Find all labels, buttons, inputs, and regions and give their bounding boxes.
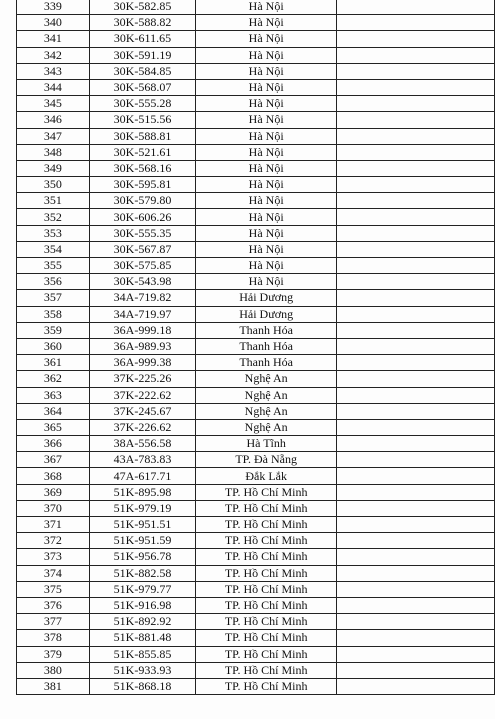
table-row (17, 160, 495, 176)
province-cell: TP. Hồ Chí Minh (196, 484, 337, 500)
plate-number-cell: 37K-226.62 (89, 419, 196, 435)
province-cell: Hà Nội (196, 225, 337, 241)
table-row (17, 15, 495, 31)
row-number-cell: 364 (17, 403, 90, 419)
plate-number-cell: 51K-881.48 (89, 630, 196, 646)
plate-number-cell: 30K-588.81 (89, 128, 196, 144)
province-cell: Thanh Hóa (196, 322, 337, 338)
note-cell (336, 678, 494, 694)
note-cell (336, 306, 494, 322)
table-row (17, 371, 495, 387)
row-number-cell: 371 (17, 517, 90, 533)
table-row (17, 338, 495, 354)
province-cell: Đắk Lắk (196, 468, 337, 484)
row-number-cell: 360 (17, 338, 90, 354)
plate-number-cell: 30K-568.16 (89, 160, 196, 176)
row-number-cell: 381 (17, 678, 90, 694)
plate-number-cell: 30K-567.87 (89, 241, 196, 257)
note-cell (336, 500, 494, 516)
table-row (17, 646, 495, 662)
plate-number-cell: 51K-979.19 (89, 500, 196, 516)
plate-number-cell: 30K-579.80 (89, 193, 196, 209)
note-cell (336, 614, 494, 630)
row-number-cell: 367 (17, 452, 90, 468)
plate-number-cell: 51K-868.18 (89, 678, 196, 694)
province-cell: TP. Hồ Chí Minh (196, 614, 337, 630)
table-row (17, 112, 495, 128)
table-row (17, 387, 495, 403)
row-number-cell: 373 (17, 549, 90, 565)
table-row (17, 0, 495, 15)
plate-number-cell: 37K-225.26 (89, 371, 196, 387)
plate-number-cell: 38A-556.58 (89, 436, 196, 452)
table-row (17, 177, 495, 193)
province-cell: Nghệ An (196, 419, 337, 435)
note-cell (336, 338, 494, 354)
row-number-cell: 372 (17, 533, 90, 549)
province-cell: TP. Hồ Chí Minh (196, 500, 337, 516)
note-cell (336, 15, 494, 31)
note-cell (336, 436, 494, 452)
note-cell (336, 662, 494, 678)
province-cell: TP. Hồ Chí Minh (196, 517, 337, 533)
note-cell (336, 209, 494, 225)
province-cell: Hà Nội (196, 241, 337, 257)
province-cell: Hà Nội (196, 96, 337, 112)
row-number-cell: 345 (17, 96, 90, 112)
row-number-cell: 357 (17, 290, 90, 306)
plate-number-cell: 51K-855.85 (89, 646, 196, 662)
table-row (17, 31, 495, 47)
table-row (17, 452, 495, 468)
plate-number-cell: 30K-543.98 (89, 274, 196, 290)
note-cell (336, 274, 494, 290)
table-row (17, 500, 495, 516)
license-plate-table (16, 0, 495, 695)
note-cell (336, 31, 494, 47)
table-row (17, 484, 495, 500)
province-cell: Nghệ An (196, 403, 337, 419)
note-cell (336, 144, 494, 160)
province-cell: TP. Hồ Chí Minh (196, 630, 337, 646)
province-cell: Hà Nội (196, 0, 337, 15)
plate-number-cell: 51K-933.93 (89, 662, 196, 678)
table-row (17, 274, 495, 290)
table-row (17, 241, 495, 257)
province-cell: Hà Nội (196, 31, 337, 47)
province-cell: TP. Đà Nẵng (196, 452, 337, 468)
table-row (17, 468, 495, 484)
table-row (17, 549, 495, 565)
table-row (17, 565, 495, 581)
row-number-cell: 368 (17, 468, 90, 484)
row-number-cell: 352 (17, 209, 90, 225)
table-row (17, 306, 495, 322)
row-number-cell: 339 (17, 0, 90, 15)
note-cell (336, 322, 494, 338)
row-number-cell: 370 (17, 500, 90, 516)
note-cell (336, 258, 494, 274)
plate-number-cell: 30K-591.19 (89, 47, 196, 63)
plate-number-cell: 30K-568.07 (89, 79, 196, 95)
province-cell: TP. Hồ Chí Minh (196, 581, 337, 597)
table-row (17, 614, 495, 630)
row-number-cell: 376 (17, 597, 90, 613)
note-cell (336, 225, 494, 241)
province-cell: TP. Hồ Chí Minh (196, 597, 337, 613)
table-row (17, 322, 495, 338)
province-cell: Hà Nội (196, 79, 337, 95)
note-cell (336, 371, 494, 387)
row-number-cell: 361 (17, 355, 90, 371)
note-cell (336, 96, 494, 112)
note-cell (336, 79, 494, 95)
table-row (17, 209, 495, 225)
table-row (17, 128, 495, 144)
table-row (17, 79, 495, 95)
row-number-cell: 358 (17, 306, 90, 322)
province-cell: TP. Hồ Chí Minh (196, 565, 337, 581)
note-cell (336, 63, 494, 79)
table-row (17, 355, 495, 371)
plate-number-cell: 51K-892.92 (89, 614, 196, 630)
row-number-cell: 365 (17, 419, 90, 435)
note-cell (336, 452, 494, 468)
row-number-cell: 351 (17, 193, 90, 209)
plate-number-cell: 51K-916.98 (89, 597, 196, 613)
province-cell: Hà Nội (196, 209, 337, 225)
row-number-cell: 353 (17, 225, 90, 241)
table-body (17, 0, 495, 695)
table-row (17, 258, 495, 274)
province-cell: Hà Nội (196, 112, 337, 128)
note-cell (336, 630, 494, 646)
table-row (17, 290, 495, 306)
province-cell: Hà Nội (196, 160, 337, 176)
plate-number-cell: 36A-989.93 (89, 338, 196, 354)
table-row (17, 403, 495, 419)
plate-number-cell: 51K-951.59 (89, 533, 196, 549)
plate-number-cell: 36A-999.18 (89, 322, 196, 338)
plate-number-cell: 30K-595.81 (89, 177, 196, 193)
row-number-cell: 341 (17, 31, 90, 47)
row-number-cell: 359 (17, 322, 90, 338)
row-number-cell: 350 (17, 177, 90, 193)
province-cell: TP. Hồ Chí Minh (196, 662, 337, 678)
province-cell: Thanh Hóa (196, 338, 337, 354)
table-row (17, 47, 495, 63)
province-cell: Hà Nội (196, 274, 337, 290)
note-cell (336, 241, 494, 257)
plate-number-cell: 30K-521.61 (89, 144, 196, 160)
plate-number-cell: 30K-555.35 (89, 225, 196, 241)
row-number-cell: 380 (17, 662, 90, 678)
province-cell: Hà Nội (196, 15, 337, 31)
plate-number-cell: 36A-999.38 (89, 355, 196, 371)
table-row (17, 662, 495, 678)
note-cell (336, 112, 494, 128)
province-cell: Hà Nội (196, 258, 337, 274)
note-cell (336, 160, 494, 176)
province-cell: TP. Hồ Chí Minh (196, 646, 337, 662)
row-number-cell: 354 (17, 241, 90, 257)
province-cell: Hà Nội (196, 144, 337, 160)
plate-number-cell: 30K-515.56 (89, 112, 196, 128)
note-cell (336, 403, 494, 419)
plate-number-cell: 37K-222.62 (89, 387, 196, 403)
row-number-cell: 347 (17, 128, 90, 144)
row-number-cell: 356 (17, 274, 90, 290)
table-row (17, 597, 495, 613)
province-cell: Nghệ An (196, 387, 337, 403)
row-number-cell: 369 (17, 484, 90, 500)
row-number-cell: 366 (17, 436, 90, 452)
plate-number-cell: 47A-617.71 (89, 468, 196, 484)
plate-number-cell: 51K-882.58 (89, 565, 196, 581)
province-cell: TP. Hồ Chí Minh (196, 549, 337, 565)
row-number-cell: 344 (17, 79, 90, 95)
plate-number-cell: 30K-588.82 (89, 15, 196, 31)
plate-number-cell: 30K-582.85 (89, 0, 196, 15)
note-cell (336, 290, 494, 306)
province-cell: Thanh Hóa (196, 355, 337, 371)
note-cell (336, 355, 494, 371)
plate-number-cell: 34A-719.82 (89, 290, 196, 306)
row-number-cell: 346 (17, 112, 90, 128)
table-row (17, 533, 495, 549)
plate-number-cell: 30K-611.65 (89, 31, 196, 47)
province-cell: Hà Nội (196, 193, 337, 209)
row-number-cell: 343 (17, 63, 90, 79)
plate-number-cell: 30K-584.85 (89, 63, 196, 79)
plate-number-cell: 34A-719.97 (89, 306, 196, 322)
province-cell: Hà Nội (196, 128, 337, 144)
plate-number-cell: 43A-783.83 (89, 452, 196, 468)
row-number-cell: 363 (17, 387, 90, 403)
note-cell (336, 128, 494, 144)
plate-number-cell: 37K-245.67 (89, 403, 196, 419)
province-cell: Hải Dương (196, 290, 337, 306)
note-cell (336, 387, 494, 403)
province-cell: Hải Dương (196, 306, 337, 322)
table-row (17, 419, 495, 435)
row-number-cell: 348 (17, 144, 90, 160)
table-row (17, 678, 495, 694)
table-row (17, 581, 495, 597)
plate-number-cell: 51K-956.78 (89, 549, 196, 565)
note-cell (336, 0, 494, 15)
row-number-cell: 362 (17, 371, 90, 387)
note-cell (336, 533, 494, 549)
note-cell (336, 517, 494, 533)
province-cell: Hà Nội (196, 177, 337, 193)
table-row (17, 96, 495, 112)
row-number-cell: 374 (17, 565, 90, 581)
plate-number-cell: 30K-575.85 (89, 258, 196, 274)
note-cell (336, 177, 494, 193)
table-row (17, 436, 495, 452)
row-number-cell: 378 (17, 630, 90, 646)
row-number-cell: 340 (17, 15, 90, 31)
province-cell: Hà Nội (196, 47, 337, 63)
row-number-cell: 375 (17, 581, 90, 597)
plate-number-cell: 51K-951.51 (89, 517, 196, 533)
note-cell (336, 468, 494, 484)
row-number-cell: 342 (17, 47, 90, 63)
province-cell: TP. Hồ Chí Minh (196, 533, 337, 549)
note-cell (336, 597, 494, 613)
note-cell (336, 47, 494, 63)
table-row (17, 630, 495, 646)
note-cell (336, 581, 494, 597)
province-cell: Hà Nội (196, 63, 337, 79)
row-number-cell: 377 (17, 614, 90, 630)
plate-number-cell: 51K-895.98 (89, 484, 196, 500)
table-row (17, 517, 495, 533)
note-cell (336, 646, 494, 662)
plate-number-cell: 30K-555.28 (89, 96, 196, 112)
row-number-cell: 379 (17, 646, 90, 662)
table-row (17, 225, 495, 241)
plate-number-cell: 51K-979.77 (89, 581, 196, 597)
note-cell (336, 565, 494, 581)
row-number-cell: 355 (17, 258, 90, 274)
note-cell (336, 193, 494, 209)
table-row (17, 63, 495, 79)
province-cell: Hà Tĩnh (196, 436, 337, 452)
province-cell: TP. Hồ Chí Minh (196, 678, 337, 694)
row-number-cell: 349 (17, 160, 90, 176)
plate-number-cell: 30K-606.26 (89, 209, 196, 225)
note-cell (336, 484, 494, 500)
note-cell (336, 549, 494, 565)
province-cell: Nghệ An (196, 371, 337, 387)
table-row (17, 144, 495, 160)
note-cell (336, 419, 494, 435)
table-row (17, 193, 495, 209)
